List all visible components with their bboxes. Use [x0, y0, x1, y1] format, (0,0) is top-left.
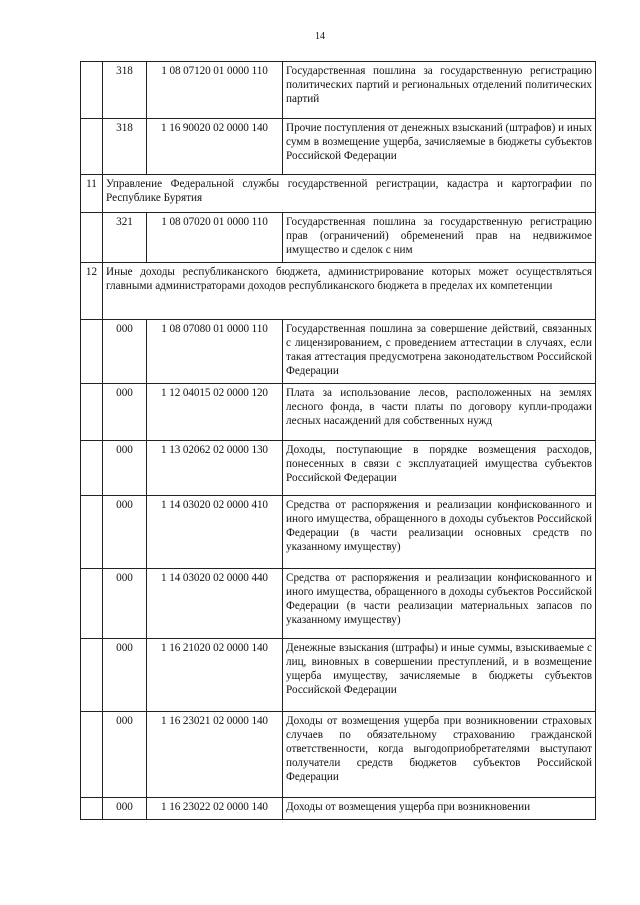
row-index-cell — [81, 213, 103, 263]
table-row — [81, 639, 596, 712]
admin-code: 321 — [103, 213, 147, 263]
row-index-cell — [81, 639, 103, 712]
budget-code: 1 14 03020 02 0000 410 — [147, 496, 283, 569]
table-row — [81, 384, 596, 441]
row-index-cell — [81, 569, 103, 639]
row-index-cell — [81, 712, 103, 798]
admin-code: 318 — [103, 119, 147, 175]
table-row — [81, 798, 596, 820]
budget-code: 1 14 03020 02 0000 440 — [147, 569, 283, 639]
budget-code: 1 12 04015 02 0000 120 — [147, 384, 283, 441]
row-index-cell — [81, 62, 103, 119]
revenue-description: Денежные взыскания (штрафы) и иные суммы, взыскиваемые с лиц, виновных в совершении преступлений, и в возмещение ущерба имуществу, зачисляемые в бюджеты субъектов Российской Федерации — [283, 639, 596, 712]
revenue-description: Прочие поступления от денежных взысканий (штрафов) и иных сумм в возмещение ущерба, зачисляемые в бюджеты субъектов Российской Федерации — [283, 119, 596, 175]
admin-code: 000 — [103, 384, 147, 441]
group-number: 12 — [81, 263, 103, 320]
revenue-description: Государственная пошлина за совершение действий, связанных с лицензированием, с проведением аттестации в случаях, если такая аттестация предусмотрена законодательством Российской Федерации — [283, 320, 596, 384]
row-index-cell — [81, 384, 103, 441]
group-title: Иные доходы республиканского бюджета, администрирование которых может осуществляться главными администраторами доходов республиканского бюджета в пределах их компетенции — [103, 263, 596, 320]
page-number: 14 — [315, 31, 325, 42]
revenue-description: Средства от распоряжения и реализации конфискованного и иного имущества, обращенного в доходы субъектов Российской Федерации (в части реализации основных средств по указанному имуществу) — [283, 496, 596, 569]
row-index-cell — [81, 119, 103, 175]
table-body — [81, 62, 596, 820]
table-row — [81, 119, 596, 175]
revenue-description: Доходы от возмещения ущерба при возникновении страховых случаев по обязательному страхованию гражданской ответственности, когда выгодоприобретателями выступают получатели средств бюджетов субъектов Российской Федерации — [283, 712, 596, 798]
table-row — [81, 62, 596, 119]
admin-code: 000 — [103, 639, 147, 712]
revenue-description: Доходы, поступающие в порядке возмещения расходов, понесенных в связи с эксплуатацией имущества субъектов Российской Федерации — [283, 441, 596, 496]
budget-code: 1 16 90020 02 0000 140 — [147, 119, 283, 175]
group-row — [81, 263, 596, 320]
group-row — [81, 175, 596, 213]
revenue-description: Государственная пошлина за государственную регистрацию политических партий и региональных отделений политических партий — [283, 62, 596, 119]
revenue-description: Средства от распоряжения и реализации конфискованного и иного имущества, обращенного в доходы субъектов Российской Федерации (в части реализации материальных запасов по указанному имуществу) — [283, 569, 596, 639]
admin-code: 000 — [103, 798, 147, 820]
admin-code: 318 — [103, 62, 147, 119]
table-row — [81, 712, 596, 798]
row-index-cell — [81, 798, 103, 820]
budget-code: 1 08 07080 01 0000 110 — [147, 320, 283, 384]
group-number: 11 — [81, 175, 103, 213]
group-title: Управление Федеральной службы государственной регистрации, кадастра и картографии по Республике Бурятия — [103, 175, 596, 213]
budget-code: 1 16 21020 02 0000 140 — [147, 639, 283, 712]
table-row — [81, 569, 596, 639]
admin-code: 000 — [103, 496, 147, 569]
budget-code: 1 08 07020 01 0000 110 — [147, 213, 283, 263]
admin-code: 000 — [103, 441, 147, 496]
admin-code: 000 — [103, 320, 147, 384]
budget-code: 1 08 07120 01 0000 110 — [147, 62, 283, 119]
admin-code: 000 — [103, 712, 147, 798]
budget-code: 1 16 23021 02 0000 140 — [147, 712, 283, 798]
table-row — [81, 496, 596, 569]
revenue-description: Доходы от возмещения ущерба при возникновении — [283, 798, 596, 820]
budget-code: 1 13 02062 02 0000 130 — [147, 441, 283, 496]
table-row — [81, 213, 596, 263]
budget-code: 1 16 23022 02 0000 140 — [147, 798, 283, 820]
admin-code: 000 — [103, 569, 147, 639]
row-index-cell — [81, 496, 103, 569]
revenue-table — [80, 61, 596, 820]
row-index-cell — [81, 441, 103, 496]
revenue-description: Государственная пошлина за государственную регистрацию прав (ограничений) обременений прав на недвижимое имущество и сделок с ним — [283, 213, 596, 263]
table-row — [81, 441, 596, 496]
table-row — [81, 320, 596, 384]
revenue-description: Плата за использование лесов, расположенных на землях лесного фонда, в части платы по договору купли-продажи лесных насаждений для собственных нужд — [283, 384, 596, 441]
row-index-cell — [81, 320, 103, 384]
